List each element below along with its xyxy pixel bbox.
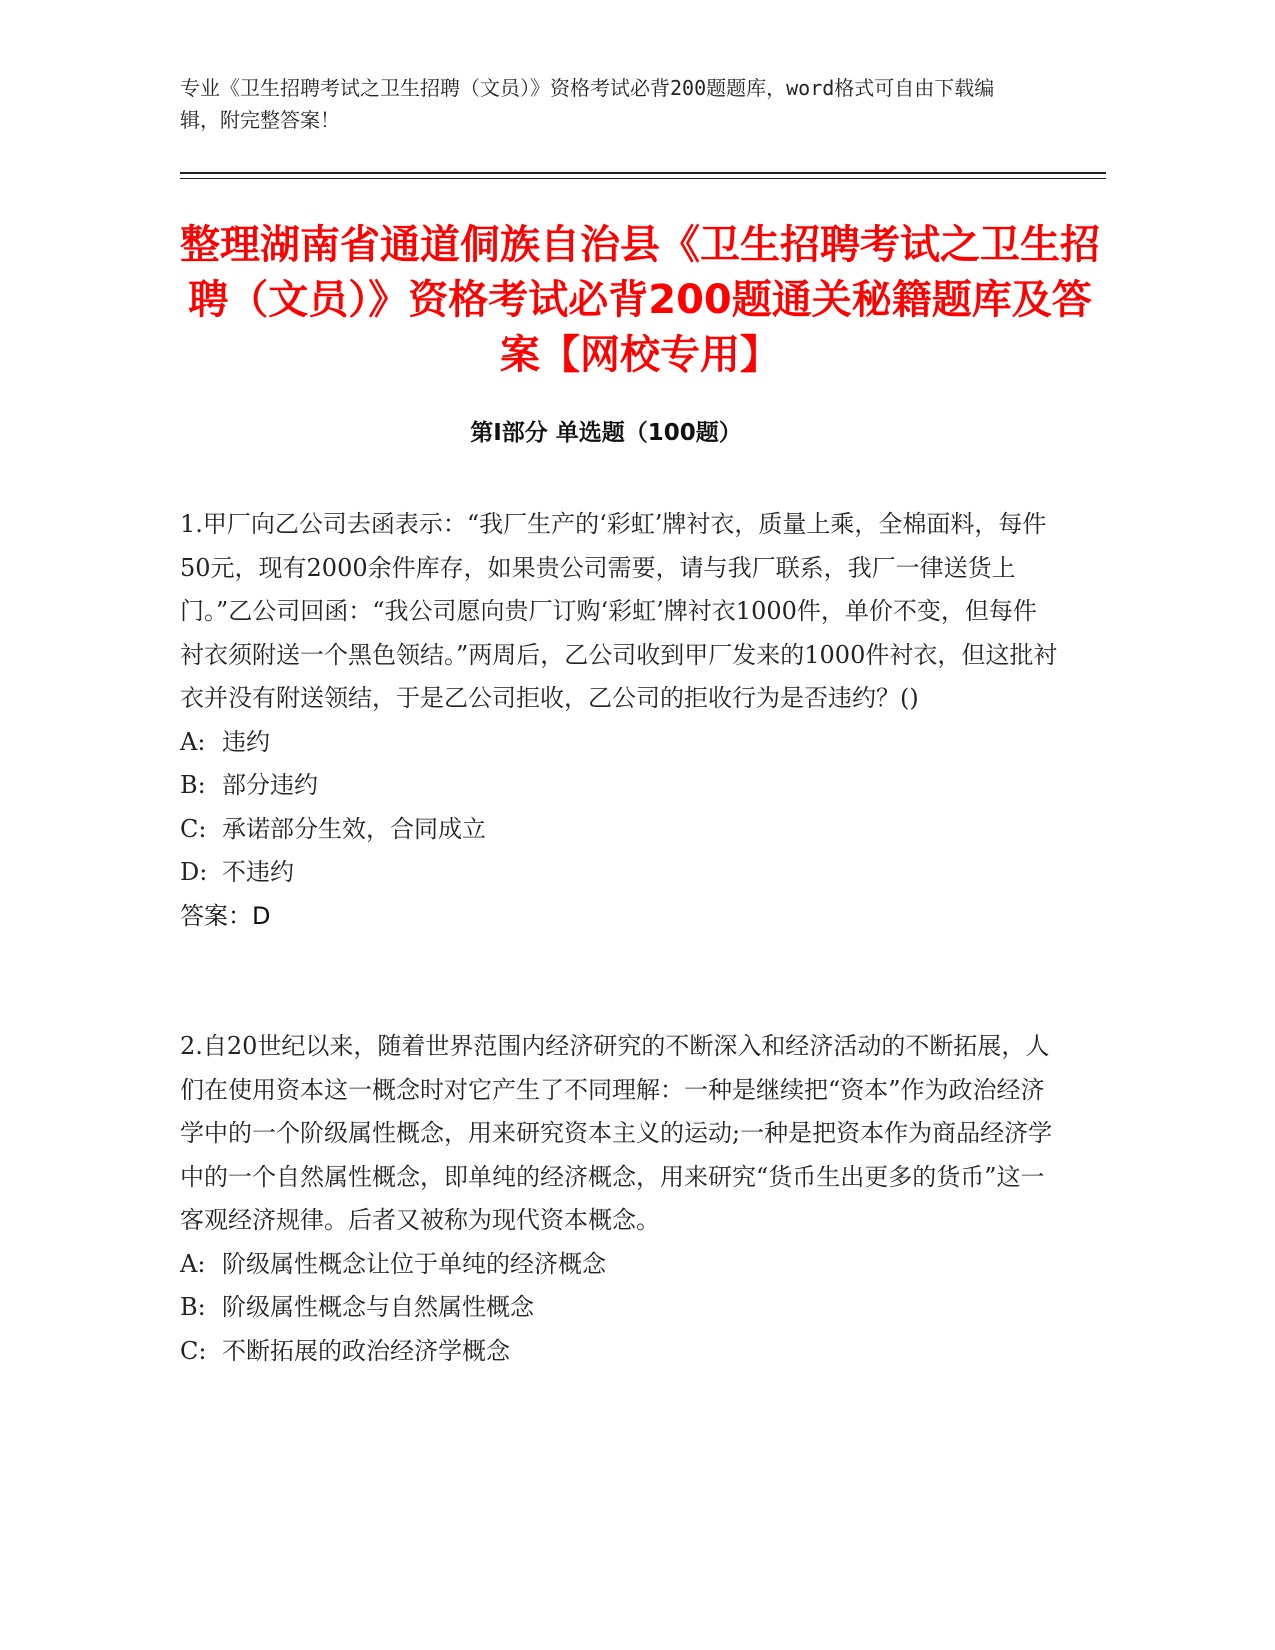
header-rule-thin [180,178,1106,179]
question-stem: 1.甲厂向乙公司去函表示：“我厂生产的‘彩虹’牌衬衣，质量上乘，全棉面料，每件50元，现有2000余件库存，如果贵公司需要，请与我厂联系，我厂一律送货上门。”乙公司回函：“我公司愿向贵厂订购‘彩虹’牌衬衣1000件，单价不变，但每件衬衣须附送一个黑色领结。”两周后，乙公司收到甲厂发来的1000件衬衣，但这批衬衣并没有附送领结，于是乙公司拒收，乙公司的拒收行为是否违约？() [180,510,1058,712]
option-c [180,808,1060,852]
option-text: 不违约 [222,858,294,886]
option-letter: B: [180,771,206,799]
document-title: 整理湖南省通道侗族自治县《卫生招聘考试之卫生招聘（文员）》资格考试必背200题通关秘籍题库及答案【网校专用】 [180,222,1100,378]
option-text: 不断拓展的政治经济学概念 [222,1336,510,1365]
option-letter: C: [180,814,207,843]
option-d [180,851,1060,895]
option-letter: B: [180,1293,206,1321]
option-a [180,1243,1060,1287]
option-text: 阶级属性概念让位于单纯的经济概念 [222,1249,606,1278]
option-letter: A: [180,727,206,756]
option-b [180,1286,1060,1330]
option-letter: D: [180,858,208,886]
question-1 [180,503,1060,938]
option-letter: C: [180,1336,207,1365]
answer-line: 答案：D [180,901,271,930]
option-text: 部分违约 [222,771,318,799]
section-heading: 第Ⅰ部分 单选题（100题） [470,420,742,446]
option-letter: A: [180,1249,206,1278]
option-a [180,721,1060,765]
option-text: 阶级属性概念与自然属性概念 [222,1293,534,1321]
header-note: 专业《卫生招聘考试之卫生招聘（文员）》资格考试必背200题题库，word格式可自由下载编辑，附完整答案！ [180,76,995,132]
question-2 [180,1025,1060,1373]
option-text: 违约 [222,727,270,756]
option-c [180,1330,1060,1374]
option-b [180,764,1060,808]
question-stem: 2.自20世纪以来，随着世界范围内经济研究的不断深入和经济活动的不断拓展，人们在使用资本这一概念时对它产生了不同理解：一种是继续把“资本”作为政治经济学中的一个阶级属性概念，用来研究资本主义的运动;一种是把资本作为商品经济学中的一个自然属性概念，即单纯的经济概念，用来研究“货币生出更多的货币”这一客观经济规律。后者又被称为现代资本概念。 [180,1032,1053,1234]
header-rule-thick [180,172,1106,174]
option-text: 承诺部分生效，合同成立 [222,814,486,843]
